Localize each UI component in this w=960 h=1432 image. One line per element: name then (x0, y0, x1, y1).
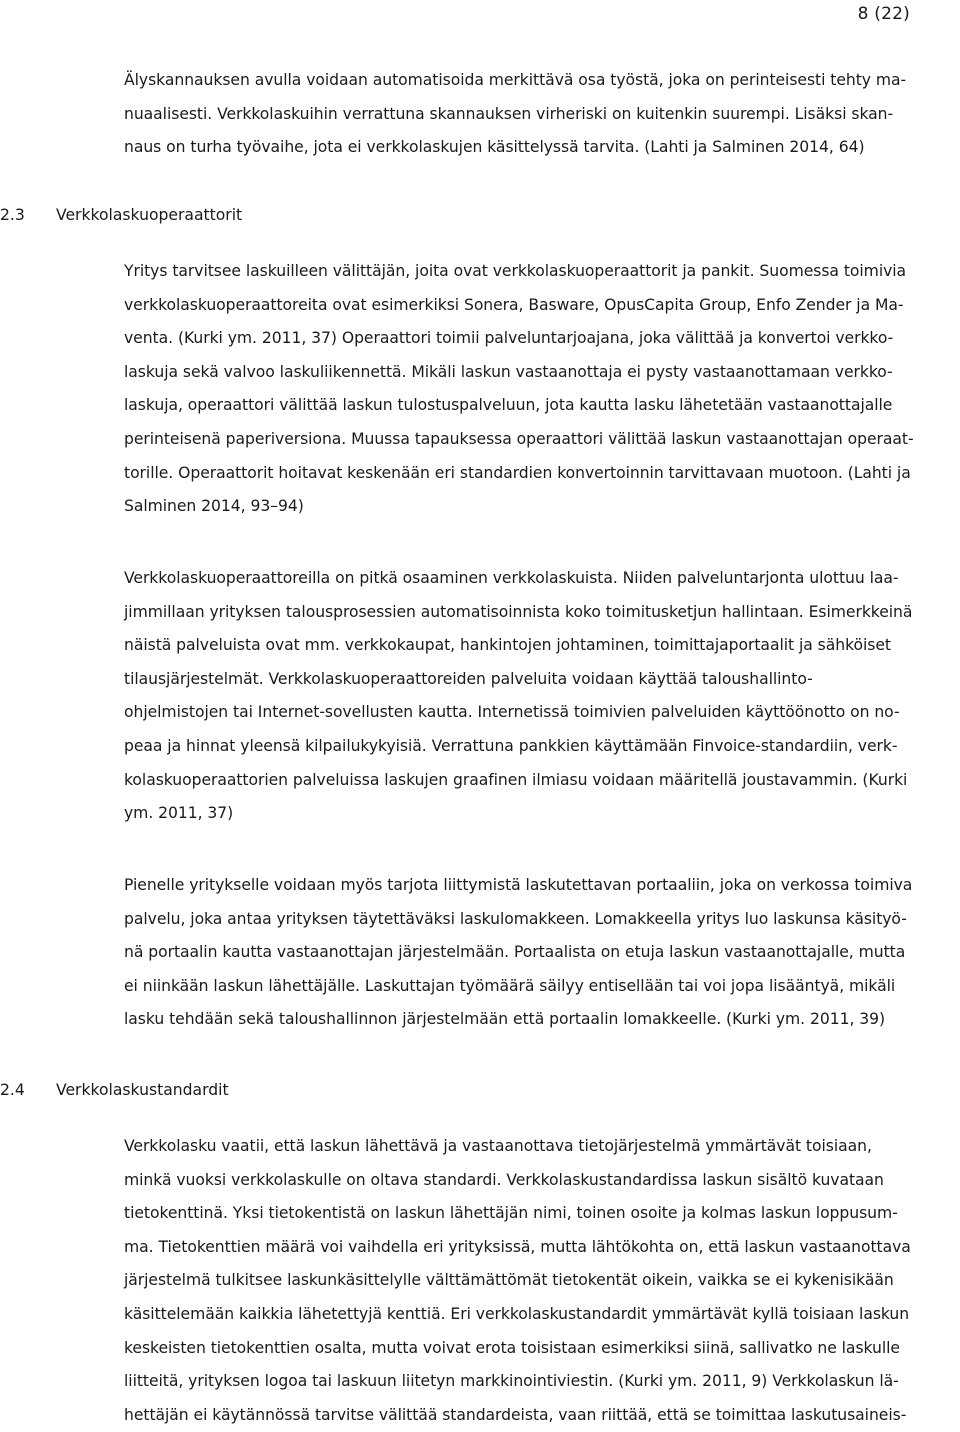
text-line: naus on turha työvaihe, jota ei verkkolaskujen käsittelyssä tarvita. (Lahti ja Salminen 2014, 64) (124, 138, 865, 157)
text-line: laskuja sekä valvoo laskuliikennettä. Mikäli laskun vastaanottaja ei pysty vastaanottamaan verkko- (124, 362, 893, 381)
text-line: Verkkolaskuoperaattoreilla on pitkä osaaminen verkkolaskuista. Niiden palveluntarjonta ulottuu laa- (124, 569, 899, 587)
text-line: Verkkolasku vaatii, että laskun lähettävä ja vastaanottava tietojärjestelmä ymmärtävät toisiaan, (124, 1137, 872, 1155)
text-line: nä portaalin kautta vastaanottajan järjestelmään. Portaalista on etuja laskun vastaanottajalle, mutta (124, 943, 906, 962)
text-line: Älyskannauksen avulla voidaan automatisoida merkittävä osa työstä, joka on perinteisesti tehty ma- (124, 71, 907, 89)
text-line: tietokenttinä. Yksi tietokentistä on laskun lähettäjän nimi, toinen osoite ja kolmas laskun loppusum- (124, 1204, 898, 1223)
section-title: Verkkolaskustandardit (56, 1081, 229, 1099)
text-line: liitteitä, yrityksen logoa tai laskuun liitetyn markkinointiviestin. (Kurki ym. 2011, 9) Verkkolaskun lä- (124, 1372, 899, 1391)
text-line: jimmillaan yrityksen talousprosessien automatisoinnista koko toimitusketjun hallintaan. Esimerkkeinä (124, 602, 913, 621)
text-line: Pienelle yritykselle voidaan myös tarjota liittymistä laskutettavan portaaliin, joka on verkossa toimiva (124, 876, 913, 894)
text-line: Salminen 2014, 93–94) (124, 497, 304, 516)
text-line: venta. (Kurki ym. 2011, 37) Operaattori toimii palveluntarjoajana, joka välittää ja konvertoi verkko- (124, 329, 894, 348)
text-line: kolaskuoperaattorien palveluissa laskujen graafinen ilmiasu voidaan määritellä joustavammin. (Kurki (124, 770, 908, 789)
section-2-3-paragraph-1 (124, 255, 952, 524)
text-line: järjestelmä tulkitsee laskunkäsittelylle välttämättömät tietokentät oikein, vaikka se ei kykenisikään (124, 1271, 894, 1290)
section-title: Verkkolaskuoperaattorit (56, 206, 243, 224)
text-line: torille. Operaattorit hoitavat keskenään eri standardien konvertoinnin tarvittavaan muotoon. (Lahti ja (124, 463, 911, 482)
text-line: peaa ja hinnat yleensä kilpailukykyisiä. Verrattuna pankkien käyttämään Finvoice-standardiin, verk- (124, 736, 898, 755)
text-line: minkä vuoksi verkkolaskulle on oltava standardi. Verkkolaskustandardissa laskun sisältö kuvataan (124, 1170, 884, 1189)
section-2-3-paragraph-3 (124, 869, 952, 1037)
text-line: ei niinkään laskun lähettäjälle. Laskuttajan työmäärä säilyy entisellään tai voi jopa lisääntyä, mikäli (124, 976, 896, 995)
text-line: hettäjän ei käytännössä tarvitse välittää standardeista, vaan riittää, että se toimittaa laskutusaineis- (124, 1405, 907, 1424)
text-line: näistä palveluista ovat mm. verkkokaupat, hankintojen johtaminen, toimittajaportaalit ja sähköiset (124, 636, 891, 655)
section-number: 2.3 (0, 206, 25, 224)
text-line: verkkolaskuoperaattoreita ovat esimerkiksi Sonera, Basware, OpusCapita Group, Enfo Zender ja Ma- (124, 295, 904, 314)
section-2-4-paragraph-1 (124, 1130, 952, 1432)
text-line: tilausjärjestelmät. Verkkolaskuoperaattoreiden palveluita voidaan käyttää taloushallinto- (124, 669, 813, 688)
text-line: keskeisten tietokenttien osalta, mutta voivat erota toisistaan esimerkiksi siinä, sallivatko ne laskulle (124, 1338, 900, 1357)
section-2-3-paragraph-2 (124, 562, 952, 831)
text-line: Yritys tarvitsee laskuilleen välittäjän, joita ovat verkkolaskuoperaattorit ja pankit. Suomessa toimivia (124, 262, 907, 280)
intro-paragraph (124, 64, 952, 165)
text-line: nuaalisesti. Verkkolaskuihin verrattuna skannauksen virheriski on kuitenkin suurempi. Lisäksi skan- (124, 104, 894, 123)
text-line: laskuja, operaattori välittää laskun tulostuspalveluun, jota kautta lasku lähetetään vastaanottajalle (124, 396, 893, 415)
text-line: ohjelmistojen tai Internet-sovellusten kautta. Internetissä toimivien palveluiden käyttöönotto on no- (124, 703, 900, 722)
text-line: ym. 2011, 37) (124, 804, 234, 823)
text-line: käsittelemään kaikkia lähetettyjä kenttiä. Eri verkkolaskustandardit ymmärtävät kyllä toisiaan laskun (124, 1304, 910, 1323)
text-line: palvelu, joka antaa yrityksen täytettäväksi laskulomakkeen. Lomakkeella yritys luo laskunsa käsityö- (124, 909, 907, 928)
page-number: 8 (22) (857, 4, 910, 24)
text-line: ma. Tietokenttien määrä voi vaihdella eri yrityksissä, mutta lähtökohta on, että laskun vastaanottava (124, 1237, 911, 1256)
section-number: 2.4 (0, 1081, 25, 1099)
text-line: lasku tehdään sekä taloushallinnon järjestelmään että portaalin lomakkeelle. (Kurki ym. 2011, 39) (124, 1010, 886, 1029)
text-line: perinteisenä paperiversiona. Muussa tapauksessa operaattori välittää laskun vastaanottajan operaat- (124, 429, 914, 448)
